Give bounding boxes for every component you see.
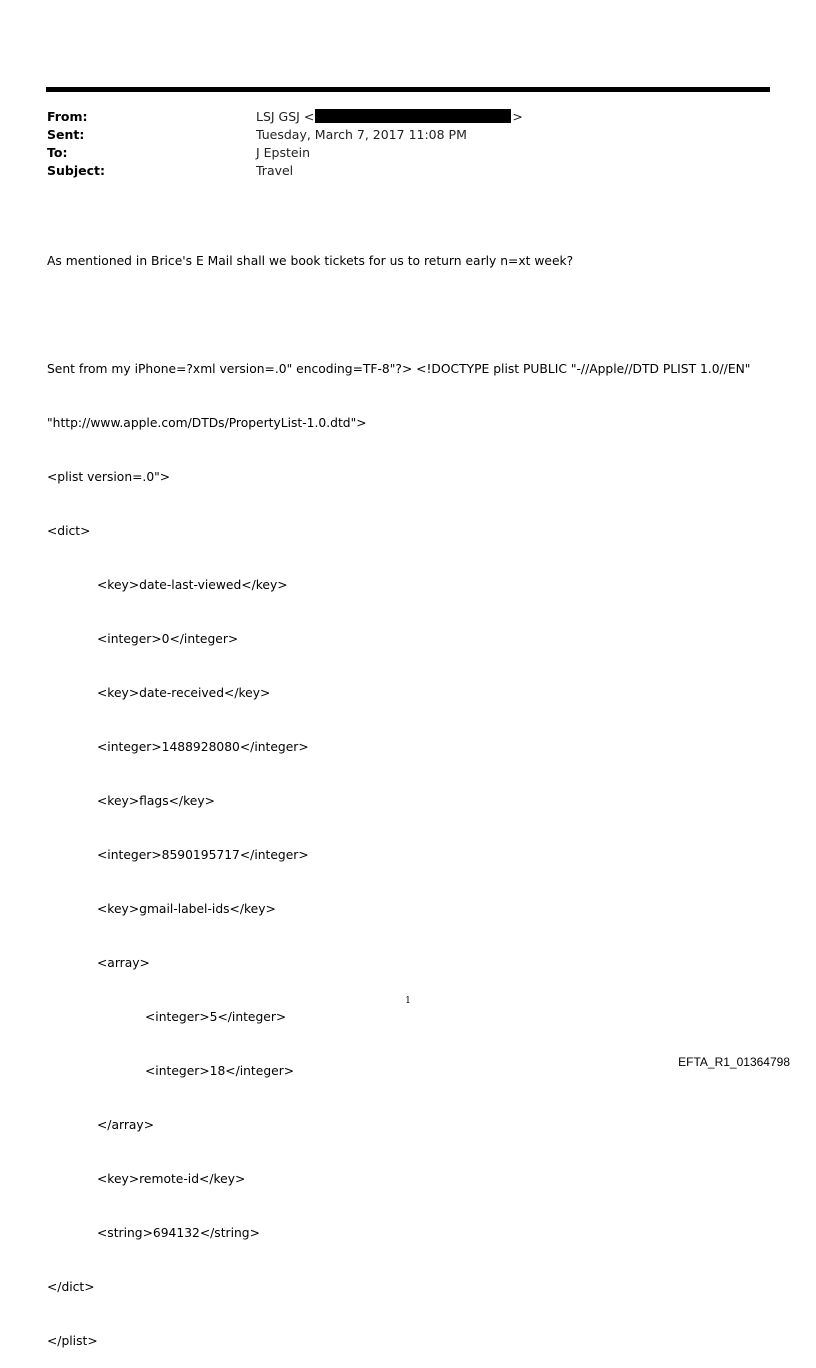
from-value <box>256 108 523 126</box>
from-name: LSJ GSJ < <box>256 109 315 124</box>
plist-line: <key>date-received</key> <box>97 686 271 700</box>
plist-line: <array> <box>97 956 150 970</box>
paragraph-gap <box>47 306 787 324</box>
to-value: J Epstein <box>256 145 310 160</box>
plist-line: <integer>0</integer> <box>97 632 239 646</box>
plist-line: <integer>1488928080</integer> <box>97 740 309 754</box>
plist-line: <key>remote-id</key> <box>97 1172 246 1186</box>
sent-label: Sent: <box>47 127 85 142</box>
plist-line: <dict> <box>47 524 91 538</box>
redaction-box <box>315 109 511 123</box>
header-divider <box>46 87 770 92</box>
to-label: To: <box>47 145 68 160</box>
plist-line: <key>gmail-label-ids</key> <box>97 902 276 916</box>
plist-line: <string>694132</string> <box>97 1226 260 1240</box>
plist-line: </plist> <box>47 1334 98 1348</box>
subject-value: Travel <box>256 163 294 178</box>
plist-line: </array> <box>97 1118 154 1132</box>
plist-line: Sent from my iPhone=?xml version=.0" encoding=TF-8"?> <!DOCTYPE plist PUBLIC "-//Apple//DTD PLIST 1.0//EN" <box>47 362 751 376</box>
plist-line: <integer>8590195717</integer> <box>97 848 309 862</box>
plist-line: "http://www.apple.com/DTDs/PropertyList-1.0.dtd"> <box>47 416 367 430</box>
plist-line: <integer>18</integer> <box>145 1064 295 1078</box>
plist-line: <plist version=.0"> <box>47 470 171 484</box>
sent-value: Tuesday, March 7, 2017 11:08 PM <box>256 127 467 142</box>
subject-label: Subject: <box>47 163 105 178</box>
from-label: From: <box>47 109 88 124</box>
plist-line: <integer>5</integer> <box>145 1010 287 1024</box>
page-number: 1 <box>405 996 411 1006</box>
plist-line: </dict> <box>47 1280 95 1294</box>
message-text: As mentioned in Brice's E Mail shall we book tickets for us to return early n=xt week? <box>47 254 574 268</box>
from-close: > <box>512 109 523 124</box>
plist-line: <key>date-last-viewed</key> <box>97 578 288 592</box>
email-body <box>47 216 787 1368</box>
bates-number: EFTA_R1_01364798 <box>678 1055 790 1069</box>
plist-line: <key>flags</key> <box>97 794 215 808</box>
